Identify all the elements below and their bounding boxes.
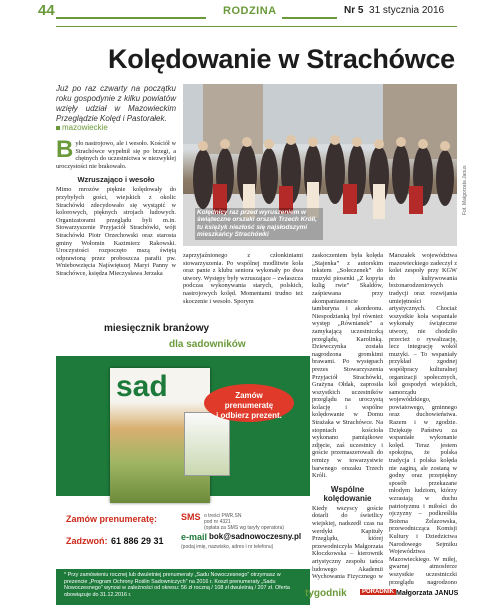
badge-line-3: i odbierz prezent.	[216, 411, 282, 420]
subhead-wzruszajaco: Wzruszająco i wesoło	[77, 175, 155, 185]
photo-caption: Kolędnicy raz przed wyruszeniem w świąteczne orszaki orszak Trzech Króli, tu księżyk niezłość się najsłodszymi mieszkańcy Strachówki	[195, 208, 323, 240]
magazine-name: sad	[116, 370, 168, 403]
section-label: RODZINA	[223, 5, 277, 17]
subhead-wspolne: Wspólne kolędowanie	[323, 484, 372, 503]
article-column-3	[312, 252, 383, 580]
sms-cost: (opłata za SMS wg taryfy operatora)	[204, 525, 285, 531]
poradnik-badge: PORADNIK	[362, 589, 395, 595]
sms-number: pod nr 4321	[204, 519, 231, 525]
subscription-ad[interactable]	[56, 316, 310, 596]
header-rule-mid	[282, 17, 337, 19]
ad-footer: * Przy zamówieniu rocznej lub dwuletniej prenumeraty „Sadu Nowoczesnego” otrzymasz w prezencie „Program Ochrony Roślin Sadowniczych” na 2016 r. Koszt prenumeraty „Sadu Nowoczesnego” wynosi w zależności od okresu: 56 zł roczną / 108 zł dwuletnią / 207 zł. Oferta obowiązuje do 31.12.2016 r.	[56, 569, 310, 605]
article-intro: yło nastrojowo, ale i wesoło. Kościół w Strachówce wypełnił się po brzegi, a chętnych do uczestnictwa w niezwykłej uroczystości nie brakowało.	[56, 140, 176, 170]
tygodnik-logo: tygodnik	[305, 588, 347, 599]
email-note: (podaj imię, nazwisko, adres i nr telefonu)	[181, 544, 274, 550]
article-column-2	[183, 252, 303, 316]
article-column-4	[389, 252, 457, 586]
column-4-body: Marszałek województwa mazowieckiego zadeczył z kolei zespoły przy KGW do kultywowania bożonarodzeniowych tradycji oraz rozwijania umiejętności artystycznych. Chociaż wszystkie koła wspaniale wykonały świąteczne utwory, nie chodziło przecież o rywalizację, lecz integrację wokół muzyki. – To wspaniały przykład zgodnej współpracy kulturalnej organizacji społecznych, kół gospodyń wiejskich, samorządu wojewódzkiego, powiatowego, gminnego oraz duchowieństwa. Razem i w zgodzie. Dziękuję Państwu za wspaniałe wykonanie kolęd. Teraz jestem spokojna, że polska tradycja i polska kolęda nie zaginą, ale zostaną w godny oraz przepiękny sposób przekazane młodym ludziom, którzy wzrastają w duchu patriotyzmu i miłości do ojczyzny – podkreśliła Bożena Żelazowska, przewodnicząca Komisji Kultury i Dziedzictwa Narodowego Sejmiku Województwa Mazowieckiego. W miłej, gwarnej atmosferze wszystkie uczestniczki przeglądu nagrodzono	[389, 252, 457, 586]
email-address[interactable]: bok@sadnowoczesny.pl	[209, 532, 302, 541]
article-lead: Już po raz czwarty na początku roku gospodynie z kilku powiatów wzięły udział w Mazowieckim Przeglądzie Kolęd i Pastorałek.	[56, 84, 176, 123]
gift-booklet	[184, 412, 230, 476]
column-2-body: zaprzyjaźnionego z członkiniami stowarzyszenia. Po wspólnej modlitwie koła oraz panie z klubu seniora wykonały po dwa utwory. Występy były wzruszające – zwłaszcza podczas wykonywania starych, polskich, nastrojowych kolęd. Momentami trudno też skoczenie i wesoło. Sporym	[183, 252, 303, 305]
column-3-body: zaskoczeniem była kolęda „Stajenka” z autorskim tekstem „Sołeczenek” do muzyki piosenki „Z kopyta kulig rwie” Skaldów, zaśpiewana przy akompaniamencie tamburyna i akordeonu. Niespodzianką był również występ „Równianek” a zamykającą uczestniczką przeglądu, Karolinką. Dziewczynka została nagrodzona gromkimi brawami. Po występach prezes Stowarzyszenia Przyjaciół Strachówki, Grażyna Ołdak, zaprosiła wszystkich uczestników przeglądu na uroczystą kolację i wspólne kolędowanie w Domu Strażaka w Strachówce. Na stopniach kościoła wykonano pamiątkowe zdjęcie, zaś uczestnicy i goście przemaszerowali do remizy w towarzystwie barwnego orszaku Trzech Króli.	[312, 252, 383, 480]
email-label: e-mail	[181, 532, 208, 542]
article-title: Kolędowanie w Strachówce	[108, 44, 455, 74]
ad-subtitle: dla sadowników	[169, 339, 246, 350]
issue-date: 31 stycznia 2016	[369, 5, 445, 16]
page-number: 44	[38, 2, 55, 19]
photo-credit: Fot. Małgorzata Janus	[462, 165, 468, 215]
header-rule-left	[56, 17, 206, 19]
call-label: Zadzwoń:	[66, 536, 108, 546]
prenumerata-badge[interactable]	[204, 384, 294, 422]
sms-text: o treści PWR.SN	[204, 513, 242, 519]
column-1-body: Mimo mrozów pięknie kolędowały do przybyłych gości, wiejskich z okolic Strachówki zdecydowało się wystąpić w kolorowych, pięknych strojach ludowych. Organizatorami przeglądu byli m.in. Stowarzyszenie Przyjaciół Strachówki, wójt Strachówki Piotr Orzechowski oraz starosta gminy Wołomin Kazimierz Rakowski. Uroczystości rozpoczęto mszą świętą odprawioną przez proboszcza parafii pw. Wniebowzięcia Najświętszej Maryi Panny w Strachówce, księdza Mieczysława Jerzaka	[56, 186, 176, 277]
header-rule-bottom	[56, 26, 457, 27]
region-tag: mazowieckie	[56, 123, 108, 132]
issue-info	[344, 5, 444, 16]
column-3-body-2: Kiedy wszyscy goście dotarli do świetlicy wiejskiej, nadszedł czas na werdykt Kapituły Przeglądu, której przewodniczyła Małgorzata Kłoczkowska – kierownik artystyczny zespołu tańca ludowego Akademii Wychowania Fizycznego w	[312, 504, 383, 580]
badge-line-2: prenumeratę	[224, 401, 274, 410]
ad-title: miesięcznik branżowy	[104, 323, 210, 334]
article-column-1	[56, 140, 176, 326]
order-label: Zamów prenumeratę:	[66, 514, 158, 524]
issue-number: Nr 5	[344, 5, 364, 16]
dropcap: B	[56, 140, 74, 163]
phone-number[interactable]: 61 886 29 31	[111, 536, 164, 546]
sms-label: SMS	[181, 512, 201, 522]
article-author: Małgorzata JANUS	[396, 590, 459, 597]
badge-line-1: Zamów	[235, 391, 263, 400]
